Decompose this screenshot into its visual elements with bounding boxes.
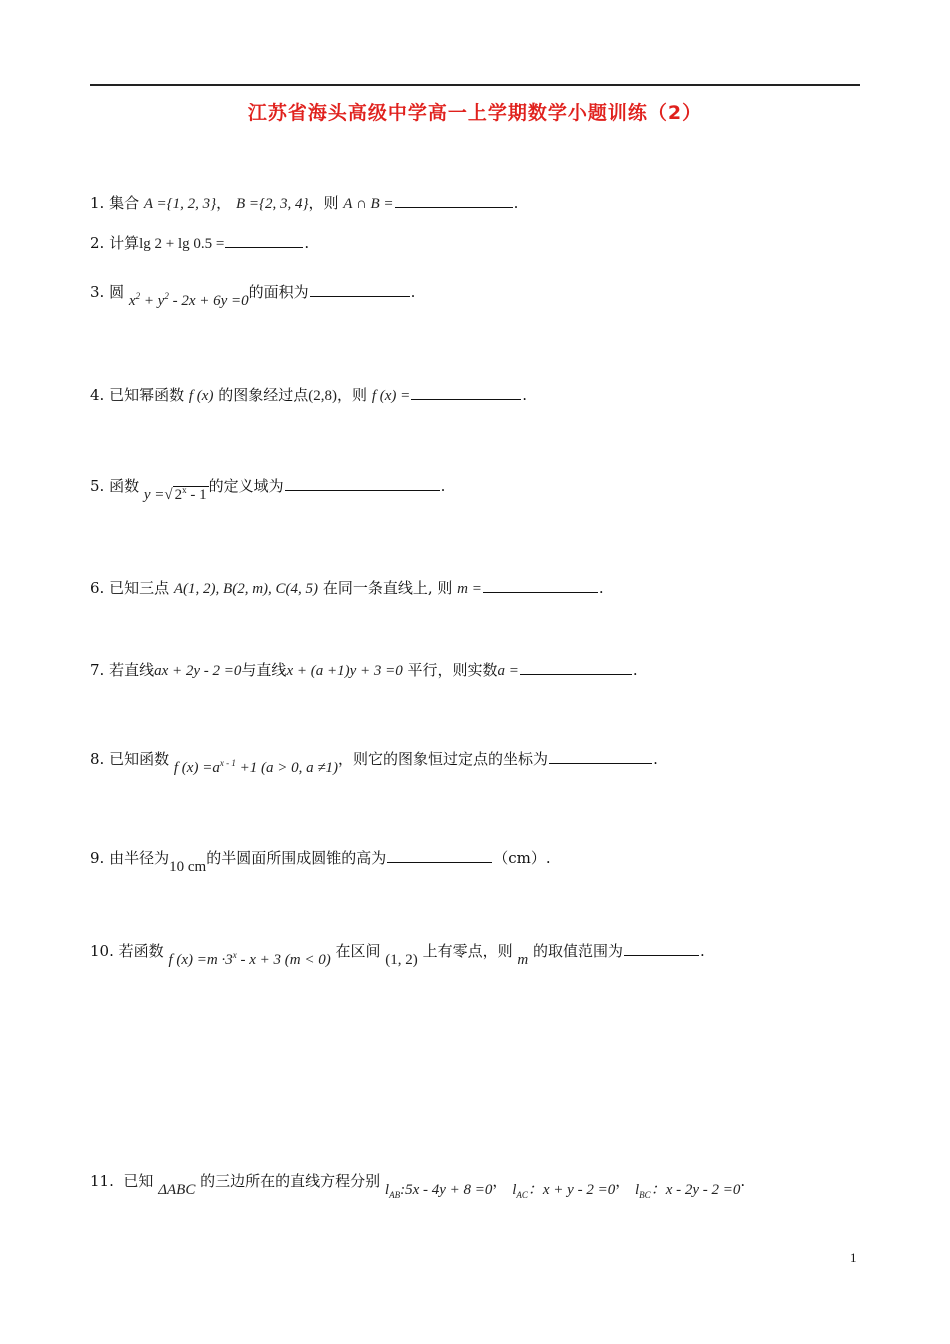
- question-end: .: [522, 386, 528, 404]
- math-expression: f (x) =a: [173, 760, 220, 776]
- question-end: .: [740, 1172, 746, 1190]
- math-expression: f (x): [188, 388, 214, 404]
- math-expression: m: [517, 952, 529, 968]
- question-text: 上有零点，则: [422, 942, 513, 960]
- math-expression: ΔABC: [158, 1182, 196, 1198]
- separator: ，: [615, 1172, 631, 1190]
- question-end: .: [653, 750, 658, 768]
- question-text: 的定义域为: [208, 477, 284, 495]
- question-3: [90, 278, 416, 309]
- line-ab-equation: $l_{AB}:5x - 4y + 8 =0$: [384, 1182, 493, 1200]
- math-expression: (2,8): [308, 388, 338, 404]
- separator: ，: [492, 1172, 508, 1190]
- question-5: [90, 472, 446, 503]
- math-expression: m =: [457, 581, 482, 597]
- question-text: 集合: [109, 194, 140, 212]
- question-text: 已知函数: [109, 750, 170, 768]
- math-expression: A ={1, 2, 3}: [143, 196, 217, 212]
- question-text: ，则它的图象恒过定点的坐标为: [338, 750, 549, 768]
- line-ac-equation: $l_{AC}$：x + y - 2 =0: [512, 1182, 616, 1200]
- question-4: [90, 385, 527, 406]
- question-text: 计算: [109, 234, 140, 252]
- question-text: 已知: [123, 1172, 154, 1190]
- answer-blank[interactable]: [310, 282, 410, 297]
- question-number: 4.: [90, 386, 105, 404]
- answer-blank[interactable]: [387, 848, 492, 863]
- question-2: [90, 233, 309, 254]
- question-9: [90, 848, 551, 875]
- answer-blank[interactable]: [520, 660, 632, 675]
- question-1: [90, 193, 518, 214]
- question-text: 的图象经过点: [218, 386, 309, 404]
- function-expression: [168, 952, 330, 968]
- question-end: .: [700, 942, 705, 960]
- answer-blank[interactable]: [483, 578, 598, 593]
- question-text: 已知幂函数: [109, 386, 185, 404]
- question-number: 11.: [90, 1172, 114, 1190]
- math-expression: +1 (a > 0, a ≠1): [235, 760, 339, 776]
- answer-blank[interactable]: [225, 233, 303, 248]
- question-11: [90, 1171, 746, 1200]
- question-text: 的取值范围为: [532, 942, 623, 960]
- question-end: .: [513, 194, 519, 212]
- question-7: [90, 660, 638, 681]
- document-title: 江苏省海头高级中学高一上学期数学小题训练（2）: [247, 102, 703, 124]
- math-expression: y =: [143, 487, 165, 503]
- header-rule: [90, 84, 860, 86]
- question-number: 1.: [90, 194, 105, 212]
- question-text: 的面积为: [248, 283, 309, 301]
- question-end: .: [410, 283, 416, 301]
- math-expression: B ={2, 3, 4}: [235, 196, 309, 212]
- question-text: 函数: [109, 477, 140, 495]
- question-number: 3.: [90, 283, 105, 301]
- math-expression: lg 2 + lg 0.5 =: [139, 236, 225, 252]
- question-text: 在同一条直线上, 则: [322, 579, 453, 597]
- question-end: .: [440, 477, 446, 495]
- circle-equation: $x^2 + y^2 - 2x + 6y =0$: [128, 291, 249, 309]
- question-text: 与直线: [241, 661, 287, 679]
- math-expression: a =: [497, 663, 519, 679]
- question-10: [90, 937, 705, 968]
- question-end: .: [304, 234, 310, 252]
- question-text: ，则: [337, 386, 368, 404]
- question-text: 若函数: [118, 942, 164, 960]
- question-text: 由半径为: [109, 849, 170, 867]
- question-number: 10.: [90, 942, 114, 960]
- question-number: 8.: [90, 750, 105, 768]
- answer-blank[interactable]: [411, 385, 521, 400]
- question-text: 的三边所在的直线方程分别: [200, 1172, 381, 1190]
- question-text: 平行，则实数: [407, 661, 498, 679]
- question-number: 9.: [90, 849, 105, 867]
- question-text: 的半圆面所围成圆锥的高为: [206, 849, 387, 867]
- question-text: 若直线: [109, 661, 155, 679]
- function-expression: [174, 760, 338, 776]
- question-text: ，则: [308, 194, 339, 212]
- answer-blank[interactable]: [624, 941, 699, 956]
- question-number: 6.: [90, 579, 105, 597]
- math-expression: 10 cm: [169, 859, 207, 875]
- question-number: 2.: [90, 234, 105, 252]
- question-text: 在区间: [335, 942, 381, 960]
- page-number: 1: [850, 1250, 857, 1265]
- math-expression: A ∩ B =: [343, 196, 394, 212]
- math-expression: f (x) =m ·3: [168, 952, 233, 968]
- question-end: （cm）.: [493, 849, 551, 867]
- question-8: [90, 745, 658, 776]
- answer-blank[interactable]: [549, 749, 652, 764]
- question-number: 7.: [90, 661, 105, 679]
- exponent: x: [232, 950, 237, 960]
- math-expression: f (x) =: [371, 388, 411, 404]
- answer-blank[interactable]: [395, 193, 513, 208]
- question-text: 圆: [109, 283, 125, 301]
- math-expression: A(1, 2), B(2, m), C(4, 5): [173, 581, 319, 597]
- question-end: .: [598, 579, 604, 597]
- line-bc-equation: $l_{BC}$：x - 2y - 2 =0: [635, 1182, 741, 1200]
- question-end: .: [632, 661, 638, 679]
- sqrt-expression: y =√ 2$^x$ - 1: [143, 485, 207, 503]
- math-expression: - x + 3 (m < 0): [236, 952, 331, 968]
- math-expression: ax + 2y - 2 =0: [154, 663, 242, 679]
- question-text: 已知三点: [109, 579, 170, 597]
- math-expression: x + (a +1)y + 3 =0: [286, 663, 403, 679]
- exponent: x - 1: [219, 758, 236, 768]
- question-number: 5.: [90, 477, 105, 495]
- math-expression: (1, 2): [385, 952, 418, 968]
- question-6: [90, 578, 604, 599]
- separator: ，: [216, 194, 232, 212]
- answer-blank[interactable]: [285, 476, 440, 491]
